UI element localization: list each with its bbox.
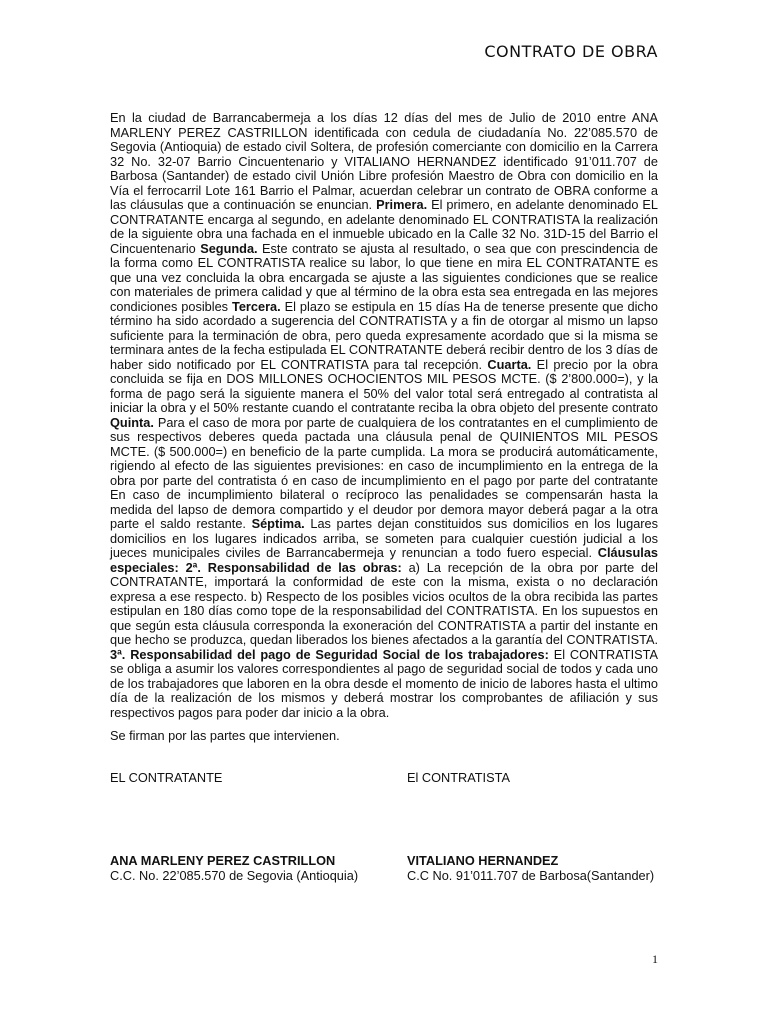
body-text-segment: El plazo se estipula en 15 días Ha de tenerse presente que dicho término ha sido acordado a sugerencia del CONTRATISTA y a fin de otorgar al mismo un lapso suficiente para la terminación de obra, pero queda expresamente acordado que si la misma se terminara antes de la fecha estipulada EL CONTRATANTE deberá recibir dentro de los 3 días de haber sido notificado por EL CONTRATISTA para tal recepción. bbox=[110, 298, 658, 372]
clause-heading: 3ª. Responsabilidad del pago de Seguridad Social de los trabajadores: bbox=[110, 646, 549, 662]
body-text-segment: El precio por la obra concluida se fija en DOS MILLONES OCHOCIENTOS MIL PESOS MCTE. ($ 2’800.000=), y la forma de pago será la siguiente manera el 50% del valor total será entregado al contratista al iniciar la obra y el 50% restante cuando el contratante reciba la obra objeto del presente contrato bbox=[110, 356, 658, 415]
page-number: 1 bbox=[652, 952, 658, 966]
contract-body bbox=[110, 111, 658, 720]
closing-statement: Se firman por las partes que intervienen. bbox=[110, 728, 340, 743]
body-text-segment: Para el caso de mora por parte de cualquiera de los contratantes en el cumplimiento de sus respectivos deberes queda pactada una cláusula penal de QUINIENTOS MIL PESOS MCTE. ($ 500.000=) en beneficio de la parte cumplida. La mora se producirá automáticamente, rigiendo al efecto de las siguientes previsiones: en caso de incumplimiento en la entrega de la obra por parte del contratista ó en caso de incumplimiento en el pago por parte del contratante En caso de incumplimiento bilateral o recíproco las penalidades se compensarán hasta la medida del lapso de demora compartido y el deudor por demora mayor deberá pagar a la otra parte el saldo restante. bbox=[110, 414, 658, 531]
body-text-segment: El primero, en adelante denominado EL CONTRATANTE encarga al segundo, en adelante denominado EL CONTRATISTA la realización de la siguiente obra una fachada en el inmueble ubicado en la Calle 32 No. 31D-15 del Barrio el Cincuentenario bbox=[110, 197, 659, 256]
clause-heading: Tercera. bbox=[232, 298, 281, 314]
clause-heading: Séptima. bbox=[251, 516, 305, 531]
signature-id-contratante: C.C. No. 22’085.570 de Segovia (Antioquia) bbox=[110, 868, 359, 883]
body-text-segment: Las partes dejan constituidos sus domicilios en los lugares domicilios en los lugares indicados arriba, se someten para cualquier cuestión judicial a los jueces municipales civiles de Barrancabermeja y renuncian a todo fuero especial. bbox=[110, 516, 658, 560]
signature-role-contratista: El CONTRATISTA bbox=[407, 770, 510, 785]
body-text-segment: Este contrato se ajusta al resultado, o sea que con prescindencia de la forma como EL CONTRATISTA realice su labor, lo que tiene en mira EL CONTRATANTE es que una vez concluida la obra encargada se ajuste a las siguientes condiciones que se realice con materiales de primera calidad y que al término de la obra esta sea entregada en las mejores condiciones posibles bbox=[110, 240, 659, 314]
clause-heading: Cláusulas especiales: 2ª. Responsabilidad de las obras: bbox=[110, 545, 658, 575]
body-text-segment: El CONTRATISTA se obliga a asumir los valores correspondientes al pago de seguridad social de todos y cada uno de los trabajadores que laboren en la obra desde el momento de inicio de labores hasta el ultimo día de la realización de los mismos y deberá mostrar los comprobantes de afiliación y sus respectivos pagos para poder dar inicio a la obra. bbox=[110, 646, 658, 720]
document-title: CONTRATO DE OBRA bbox=[484, 42, 658, 61]
signature-id-contratista: C.C No. 91’011.707 de Barbosa(Santander) bbox=[407, 868, 655, 883]
signature-role-contratante: EL CONTRATANTE bbox=[110, 770, 223, 785]
body-text-segment: a) La recepción de la obra por parte del CONTRATANTE, importará la conformidad de este con la misma, exista o no declaración expresa a ese respecto. b) Respecto de los posibles vicios ocultos de la obra recibida las partes estipulan en 180 días como tope de la responsabilidad del CONTRATISTA. En los supuestos en que según esta cláusula corresponda la exoneración del CONTRATISTA a partir del instante en que hecho se produzca, quedan liberados los bienes afectados a la garantía del CONTRATISTA. bbox=[110, 559, 658, 647]
clause-heading: Quinta. bbox=[110, 414, 154, 430]
clause-heading: Primera. bbox=[376, 197, 428, 212]
signature-name-contratante: ANA MARLENY PEREZ CASTRILLON bbox=[110, 853, 336, 868]
clause-heading: Segunda. bbox=[200, 240, 258, 256]
body-text-segment: En la ciudad de Barrancabermeja a los días 12 días del mes de Julio de 2010 entre ANA MARLENY PEREZ CASTRILLON identificada con cedula de ciudadanía No. 22’085.570 de Segovia (Antioquia) de estado civil Soltera, de profesión comerciante con domicilio en la Carrera 32 No. 32-07 Barrio Cincuentenario y VITALIANO HERNANDEZ identificado 91’011.707 de Barbosa (Santander) de estado civil Unión Libre profesión Maestro de Obra con domicilio en la Vía el ferrocarril Lote 161 Barrio el Palmar, acuerdan celebrar un contrato de OBRA conforme a las cláusulas que a continuación se enuncian. bbox=[110, 110, 658, 212]
signature-name-contratista: VITALIANO HERNANDEZ bbox=[407, 853, 559, 868]
clause-heading: Cuarta. bbox=[487, 356, 532, 372]
